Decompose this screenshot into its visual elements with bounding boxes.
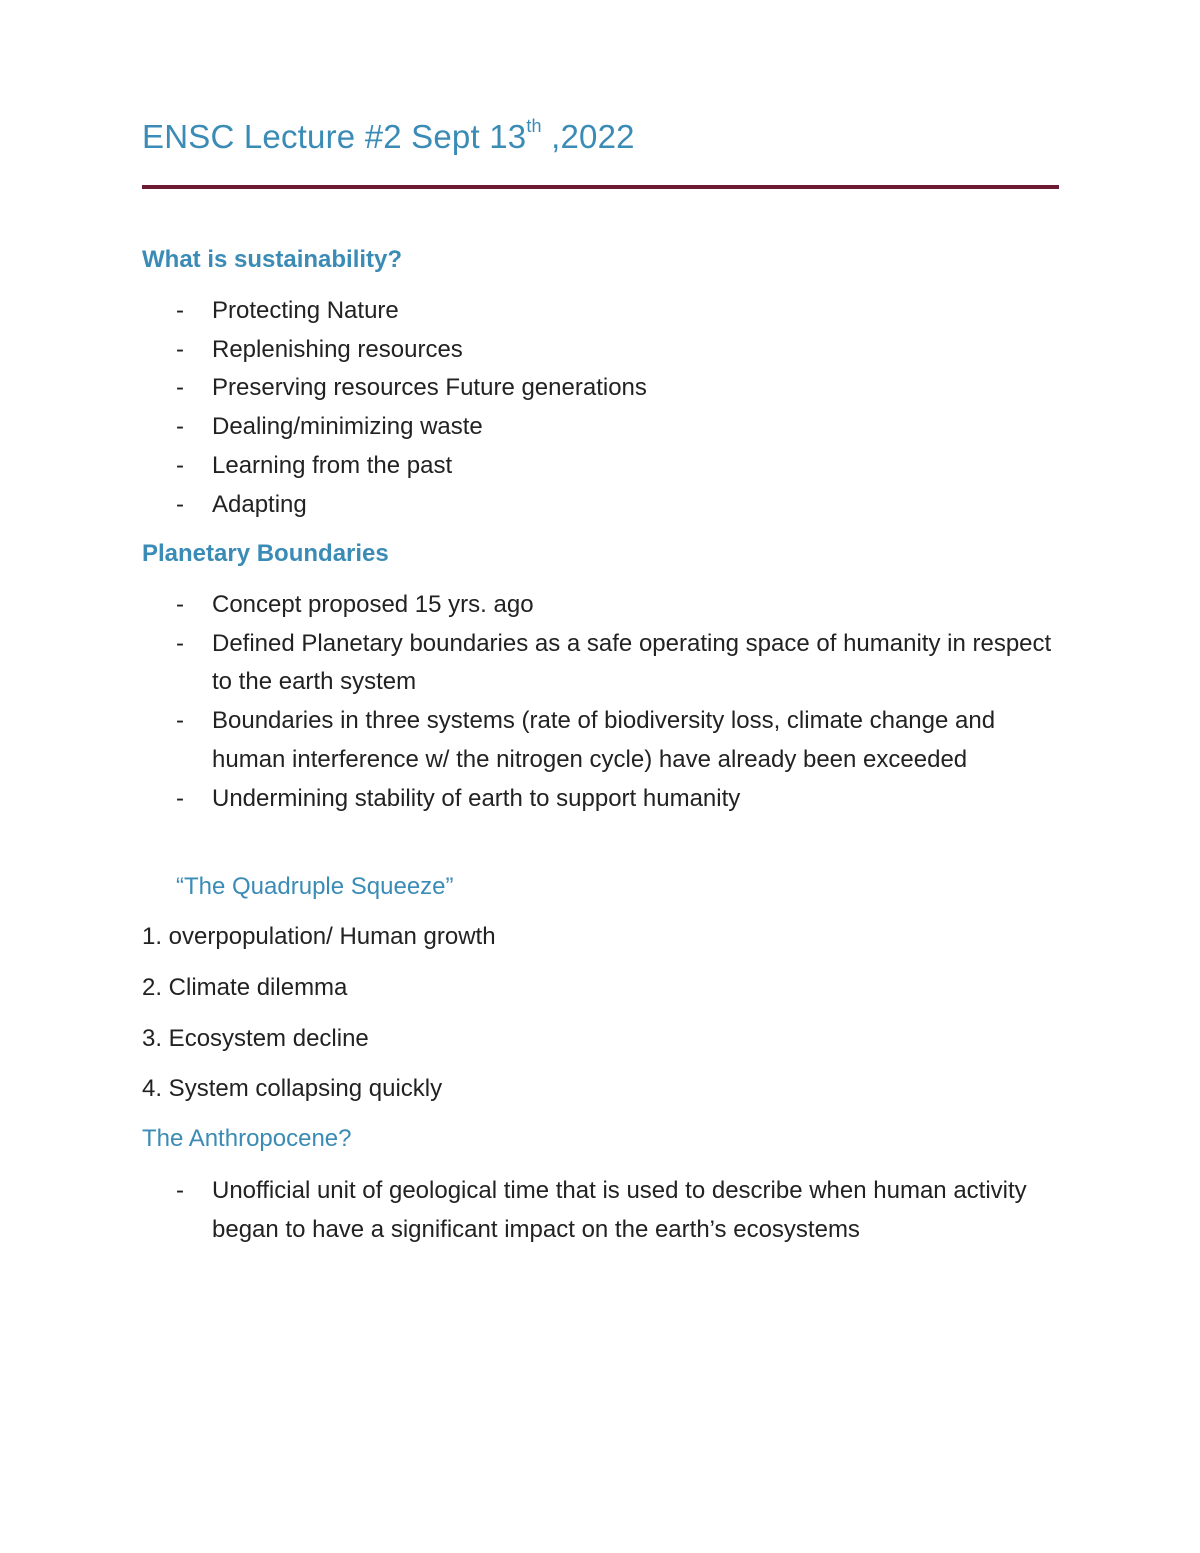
list-anthropocene: [142, 1172, 1060, 1249]
document-page: [142, 0, 1060, 1553]
dash-bullet: -: [176, 335, 184, 363]
list-item: [142, 625, 1060, 702]
numbered-item-3: 3. Ecosystem decline: [142, 1025, 369, 1052]
list-item: [142, 780, 1060, 819]
list-item: [142, 408, 1060, 447]
title-divider: [142, 185, 1059, 189]
list-planetary-boundaries: [142, 586, 1060, 818]
list-item: [142, 702, 1060, 779]
list-item: [142, 486, 1060, 525]
list-item: [142, 369, 1060, 408]
list-item: [142, 292, 1060, 331]
dash-bullet: -: [176, 591, 184, 618]
list-item: [142, 1172, 1060, 1249]
list-item-text: Protecting Nature: [212, 297, 399, 324]
dash-bullet: -: [176, 784, 184, 812]
title-main: ENSC Lecture #2 Sept 13: [142, 118, 527, 155]
list-item-text: Replenishing resources: [212, 335, 463, 363]
title-suffix: ,2022: [541, 118, 635, 155]
title-superscript: th: [526, 116, 542, 136]
list-item-text: Boundaries in three systems (rate of biodiversity loss, climate change and human interference w/ the nitrogen cycle) have already been exceeded: [212, 707, 996, 773]
heading-sustainability: What is sustainability?: [142, 246, 403, 273]
list-item: [142, 586, 1060, 625]
list-item-text: Preserving resources Future generations: [212, 374, 647, 402]
heading-anthropocene: The Anthropocene?: [142, 1125, 352, 1152]
heading-quadruple-squeeze: “The Quadruple Squeeze”: [176, 873, 454, 900]
dash-bullet: -: [176, 413, 184, 441]
list-item-text: Learning from the past: [212, 451, 453, 479]
dash-bullet: -: [176, 490, 184, 518]
list-item-text: Unofficial unit of geological time that is used to describe when human activity began to have a significant impact on the earth’s ecosystems: [212, 1177, 1027, 1243]
dash-bullet: -: [176, 451, 184, 479]
dash-bullet: -: [176, 297, 184, 324]
list-item-text: Adapting: [212, 490, 307, 518]
list-item-text: Defined Planetary boundaries as a safe operating space of humanity in respect to the earth system: [212, 629, 1052, 696]
dash-bullet: -: [176, 1177, 184, 1204]
numbered-item-4: 4. System collapsing quickly: [142, 1075, 443, 1102]
numbered-item-2: 2. Climate dilemma: [142, 974, 348, 1001]
list-item-text: Dealing/minimizing waste: [212, 413, 483, 441]
dash-bullet: -: [176, 374, 184, 402]
list-item-text: Concept proposed 15 yrs. ago: [212, 591, 534, 618]
document-title: [142, 118, 635, 156]
list-sustainability: [142, 292, 1060, 524]
numbered-item-1: 1. overpopulation/ Human growth: [142, 923, 496, 950]
heading-planetary-boundaries: Planetary Boundaries: [142, 540, 389, 567]
list-item: [142, 447, 1060, 486]
list-item: [142, 331, 1060, 370]
dash-bullet: -: [176, 707, 184, 735]
list-item-text: Undermining stability of earth to support humanity: [212, 784, 741, 812]
dash-bullet: -: [176, 629, 184, 657]
